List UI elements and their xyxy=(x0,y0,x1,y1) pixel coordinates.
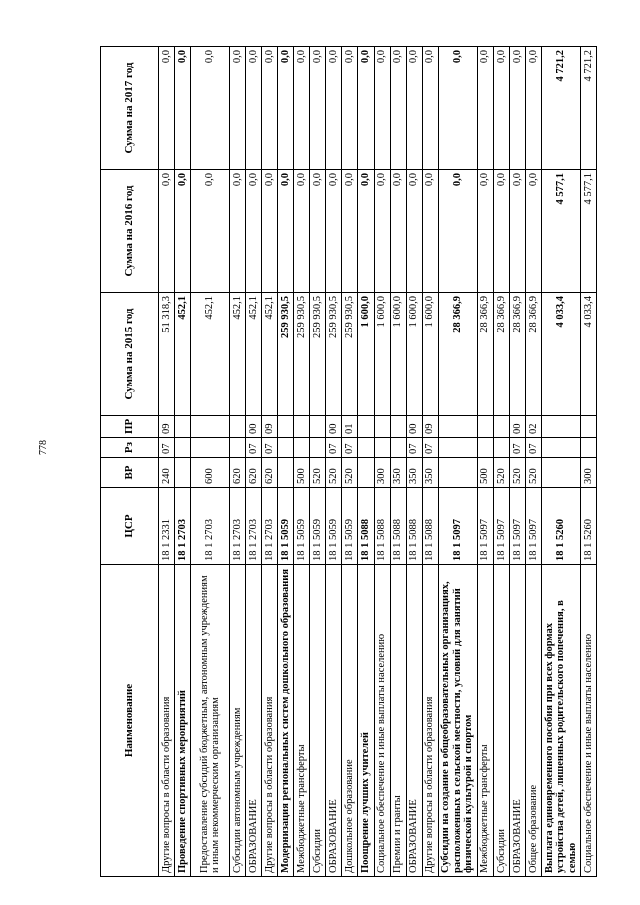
cell-sum-2015: 4 033,4 xyxy=(541,293,580,416)
table-row xyxy=(422,47,438,877)
cell-vr: 620 xyxy=(230,458,246,488)
table-row xyxy=(294,47,310,877)
cell-csr: 18 1 5097 xyxy=(438,488,477,565)
cell-sum-2015: 452,1 xyxy=(246,293,262,416)
cell-rz xyxy=(278,438,294,458)
cell-sum-2016: 0,0 xyxy=(509,170,525,293)
cell-sum-2016: 0,0 xyxy=(278,170,294,293)
table-row xyxy=(342,47,358,877)
table-row xyxy=(406,47,422,877)
cell-vr xyxy=(438,458,477,488)
cell-vr: 350 xyxy=(390,458,406,488)
cell-sum-2017: 0,0 xyxy=(438,47,477,170)
cell-name: Субсидии на создание в общеобразовательных организациях, расположенных в сельской местности, условий для занятий физической культурой и спортом xyxy=(438,565,477,877)
cell-vr: 520 xyxy=(525,458,541,488)
cell-vr: 520 xyxy=(493,458,509,488)
cell-sum-2017: 0,0 xyxy=(342,47,358,170)
cell-sum-2015: 28 366,9 xyxy=(493,293,509,416)
cell-rz: 07 xyxy=(159,438,175,458)
cell-name: Поощрение лучших учителей xyxy=(358,565,374,877)
cell-name: Межбюджетные трансферты xyxy=(477,565,493,877)
cell-csr: 18 1 5059 xyxy=(326,488,342,565)
table-row xyxy=(191,47,230,877)
cell-csr: 18 1 2331 xyxy=(159,488,175,565)
table-row xyxy=(493,47,509,877)
table-row xyxy=(525,47,541,877)
cell-name: Социальное обеспечение и иные выплаты населению xyxy=(374,565,390,877)
cell-csr: 18 1 5097 xyxy=(525,488,541,565)
cell-name: Межбюджетные трансферты xyxy=(294,565,310,877)
cell-csr: 18 1 5097 xyxy=(493,488,509,565)
cell-sum-2015: 28 366,9 xyxy=(477,293,493,416)
cell-sum-2017: 0,0 xyxy=(406,47,422,170)
cell-sum-2017: 0,0 xyxy=(477,47,493,170)
cell-name: ОБРАЗОВАНИЕ xyxy=(326,565,342,877)
cell-csr: 18 1 2703 xyxy=(230,488,246,565)
cell-vr: 520 xyxy=(310,458,326,488)
table-row xyxy=(310,47,326,877)
cell-pr xyxy=(294,416,310,438)
cell-sum-2015: 1 600,0 xyxy=(374,293,390,416)
budget-table-container xyxy=(100,47,597,877)
cell-sum-2016: 0,0 xyxy=(477,170,493,293)
cell-sum-2015: 452,1 xyxy=(191,293,230,416)
cell-csr: 18 1 5088 xyxy=(422,488,438,565)
cell-sum-2017: 0,0 xyxy=(246,47,262,170)
header-rz: Рз xyxy=(101,438,159,458)
cell-sum-2017: 0,0 xyxy=(159,47,175,170)
cell-sum-2016: 0,0 xyxy=(406,170,422,293)
table-row xyxy=(477,47,493,877)
cell-name: Другие вопросы в области образования xyxy=(262,565,278,877)
table-header-row xyxy=(101,47,159,877)
cell-sum-2016: 0,0 xyxy=(493,170,509,293)
cell-sum-2016: 4 577,1 xyxy=(541,170,580,293)
cell-pr: 02 xyxy=(525,416,541,438)
cell-pr xyxy=(374,416,390,438)
cell-vr xyxy=(541,458,580,488)
cell-sum-2015: 259 930,5 xyxy=(278,293,294,416)
cell-sum-2016: 0,0 xyxy=(525,170,541,293)
table-row xyxy=(509,47,525,877)
cell-rz: 07 xyxy=(262,438,278,458)
cell-rz xyxy=(191,438,230,458)
cell-sum-2015: 28 366,9 xyxy=(509,293,525,416)
cell-sum-2016: 0,0 xyxy=(230,170,246,293)
cell-pr: 09 xyxy=(422,416,438,438)
header-sum-2017: Сумма на 2017 год xyxy=(101,47,159,170)
cell-pr: 00 xyxy=(406,416,422,438)
cell-sum-2017: 0,0 xyxy=(422,47,438,170)
cell-sum-2015: 51 318,3 xyxy=(159,293,175,416)
cell-rz xyxy=(390,438,406,458)
cell-pr xyxy=(310,416,326,438)
cell-sum-2016: 0,0 xyxy=(390,170,406,293)
cell-sum-2017: 0,0 xyxy=(390,47,406,170)
cell-rz xyxy=(438,438,477,458)
cell-sum-2015: 259 930,5 xyxy=(326,293,342,416)
cell-sum-2015: 259 930,5 xyxy=(294,293,310,416)
cell-name: Выплата единовременного пособия при всех формах устройства детей, лишенных родительского попечения, в семью xyxy=(541,565,580,877)
cell-vr: 520 xyxy=(326,458,342,488)
cell-rz xyxy=(230,438,246,458)
cell-vr: 520 xyxy=(342,458,358,488)
cell-rz xyxy=(310,438,326,458)
cell-csr: 18 1 5088 xyxy=(374,488,390,565)
cell-vr: 240 xyxy=(159,458,175,488)
table-row xyxy=(326,47,342,877)
page-number: 778 xyxy=(38,440,49,455)
cell-sum-2016: 0,0 xyxy=(374,170,390,293)
cell-csr: 18 1 5088 xyxy=(406,488,422,565)
table-row xyxy=(230,47,246,877)
cell-name: Дошкольное образование xyxy=(342,565,358,877)
cell-csr: 18 1 5059 xyxy=(342,488,358,565)
cell-sum-2015: 452,1 xyxy=(175,293,191,416)
cell-rz xyxy=(374,438,390,458)
cell-vr xyxy=(358,458,374,488)
table-row xyxy=(438,47,477,877)
cell-name: Проведение спортивных мероприятий xyxy=(175,565,191,877)
cell-sum-2017: 0,0 xyxy=(175,47,191,170)
cell-name: Общее образование xyxy=(525,565,541,877)
cell-sum-2015: 1 600,0 xyxy=(422,293,438,416)
cell-name: Субсидии автономным учреждениям xyxy=(230,565,246,877)
cell-vr: 620 xyxy=(246,458,262,488)
cell-pr: 09 xyxy=(159,416,175,438)
cell-sum-2016: 0,0 xyxy=(294,170,310,293)
cell-sum-2015: 1 600,0 xyxy=(406,293,422,416)
table-row xyxy=(246,47,262,877)
cell-sum-2017: 0,0 xyxy=(493,47,509,170)
table-row xyxy=(358,47,374,877)
cell-rz xyxy=(493,438,509,458)
header-sum-2016: Сумма на 2016 год xyxy=(101,170,159,293)
table-row xyxy=(580,47,596,877)
cell-csr: 18 1 5088 xyxy=(390,488,406,565)
cell-rz xyxy=(294,438,310,458)
cell-sum-2015: 1 600,0 xyxy=(358,293,374,416)
cell-vr: 500 xyxy=(294,458,310,488)
cell-name: ОБРАЗОВАНИЕ xyxy=(406,565,422,877)
cell-pr xyxy=(358,416,374,438)
cell-rz: 07 xyxy=(422,438,438,458)
header-pr: ПР xyxy=(101,416,159,438)
cell-sum-2016: 0,0 xyxy=(342,170,358,293)
cell-csr: 18 1 2703 xyxy=(246,488,262,565)
header-sum-2015: Сумма на 2015 год xyxy=(101,293,159,416)
cell-sum-2017: 0,0 xyxy=(262,47,278,170)
cell-sum-2016: 0,0 xyxy=(326,170,342,293)
cell-name: ОБРАЗОВАНИЕ xyxy=(246,565,262,877)
cell-vr: 300 xyxy=(374,458,390,488)
cell-vr xyxy=(175,458,191,488)
cell-sum-2017: 0,0 xyxy=(294,47,310,170)
cell-csr: 18 1 5260 xyxy=(580,488,596,565)
cell-sum-2016: 0,0 xyxy=(358,170,374,293)
cell-rz: 07 xyxy=(326,438,342,458)
cell-vr: 300 xyxy=(580,458,596,488)
cell-rz: 07 xyxy=(525,438,541,458)
header-name: Наименование xyxy=(101,565,159,877)
cell-pr xyxy=(230,416,246,438)
cell-pr xyxy=(191,416,230,438)
cell-sum-2017: 0,0 xyxy=(525,47,541,170)
cell-rz: 07 xyxy=(246,438,262,458)
cell-pr xyxy=(438,416,477,438)
cell-sum-2016: 4 577,1 xyxy=(580,170,596,293)
cell-pr xyxy=(493,416,509,438)
cell-sum-2016: 0,0 xyxy=(246,170,262,293)
table-row xyxy=(278,47,294,877)
cell-name: Субсидии xyxy=(493,565,509,877)
cell-sum-2015: 259 930,5 xyxy=(342,293,358,416)
cell-pr: 09 xyxy=(262,416,278,438)
table-row xyxy=(390,47,406,877)
cell-csr: 18 1 2703 xyxy=(262,488,278,565)
cell-name: Другие вопросы в области образования xyxy=(159,565,175,877)
cell-vr: 350 xyxy=(422,458,438,488)
cell-pr: 00 xyxy=(326,416,342,438)
cell-sum-2015: 4 033,4 xyxy=(580,293,596,416)
cell-vr: 620 xyxy=(262,458,278,488)
cell-name: Премии и гранты xyxy=(390,565,406,877)
cell-csr: 18 1 5059 xyxy=(278,488,294,565)
cell-sum-2017: 0,0 xyxy=(326,47,342,170)
cell-pr: 00 xyxy=(246,416,262,438)
cell-name: Модернизация региональных систем дошкольного образования xyxy=(278,565,294,877)
cell-csr: 18 1 5260 xyxy=(541,488,580,565)
cell-pr: 01 xyxy=(342,416,358,438)
cell-pr xyxy=(580,416,596,438)
cell-vr: 600 xyxy=(191,458,230,488)
cell-sum-2016: 0,0 xyxy=(438,170,477,293)
cell-sum-2015: 452,1 xyxy=(230,293,246,416)
cell-pr xyxy=(390,416,406,438)
cell-vr: 500 xyxy=(477,458,493,488)
cell-csr: 18 1 2703 xyxy=(191,488,230,565)
cell-sum-2015: 28 366,9 xyxy=(438,293,477,416)
cell-name: Социальное обеспечение и иные выплаты населению xyxy=(580,565,596,877)
table-row xyxy=(541,47,580,877)
cell-vr: 520 xyxy=(509,458,525,488)
header-csr: ЦСР xyxy=(101,488,159,565)
cell-csr: 18 1 5059 xyxy=(310,488,326,565)
cell-csr: 18 1 2703 xyxy=(175,488,191,565)
table-row xyxy=(175,47,191,877)
cell-pr xyxy=(477,416,493,438)
cell-pr: 00 xyxy=(509,416,525,438)
table-row xyxy=(262,47,278,877)
cell-rz: 07 xyxy=(406,438,422,458)
cell-sum-2015: 452,1 xyxy=(262,293,278,416)
cell-sum-2017: 0,0 xyxy=(509,47,525,170)
header-vr: ВР xyxy=(101,458,159,488)
cell-sum-2016: 0,0 xyxy=(191,170,230,293)
cell-vr xyxy=(278,458,294,488)
cell-pr xyxy=(175,416,191,438)
cell-csr: 18 1 5097 xyxy=(477,488,493,565)
cell-sum-2016: 0,0 xyxy=(175,170,191,293)
table-body xyxy=(159,47,597,877)
cell-vr: 350 xyxy=(406,458,422,488)
cell-name: Предоставление субсидий бюджетным, автономным учреждениям и иным некоммерческим организациям xyxy=(191,565,230,877)
cell-rz xyxy=(358,438,374,458)
cell-rz xyxy=(175,438,191,458)
cell-sum-2015: 28 366,9 xyxy=(525,293,541,416)
cell-sum-2017: 0,0 xyxy=(191,47,230,170)
cell-sum-2016: 0,0 xyxy=(262,170,278,293)
table-row xyxy=(159,47,175,877)
cell-rz: 07 xyxy=(509,438,525,458)
cell-rz xyxy=(580,438,596,458)
cell-sum-2017: 4 721,2 xyxy=(541,47,580,170)
cell-csr: 18 1 5097 xyxy=(509,488,525,565)
cell-sum-2017: 0,0 xyxy=(374,47,390,170)
cell-sum-2017: 0,0 xyxy=(310,47,326,170)
budget-table xyxy=(100,46,597,877)
cell-pr xyxy=(278,416,294,438)
cell-sum-2015: 259 930,5 xyxy=(310,293,326,416)
cell-name: Субсидии xyxy=(310,565,326,877)
cell-sum-2015: 1 600,0 xyxy=(390,293,406,416)
cell-csr: 18 1 5088 xyxy=(358,488,374,565)
table-row xyxy=(374,47,390,877)
cell-sum-2017: 0,0 xyxy=(230,47,246,170)
cell-sum-2017: 4 721,2 xyxy=(580,47,596,170)
cell-pr xyxy=(541,416,580,438)
cell-csr: 18 1 5059 xyxy=(294,488,310,565)
cell-rz xyxy=(477,438,493,458)
cell-rz: 07 xyxy=(342,438,358,458)
cell-sum-2016: 0,0 xyxy=(310,170,326,293)
cell-rz xyxy=(541,438,580,458)
cell-sum-2017: 0,0 xyxy=(278,47,294,170)
cell-sum-2016: 0,0 xyxy=(159,170,175,293)
cell-name: Другие вопросы в области образования xyxy=(422,565,438,877)
cell-sum-2017: 0,0 xyxy=(358,47,374,170)
cell-name: ОБРАЗОВАНИЕ xyxy=(509,565,525,877)
cell-sum-2016: 0,0 xyxy=(422,170,438,293)
